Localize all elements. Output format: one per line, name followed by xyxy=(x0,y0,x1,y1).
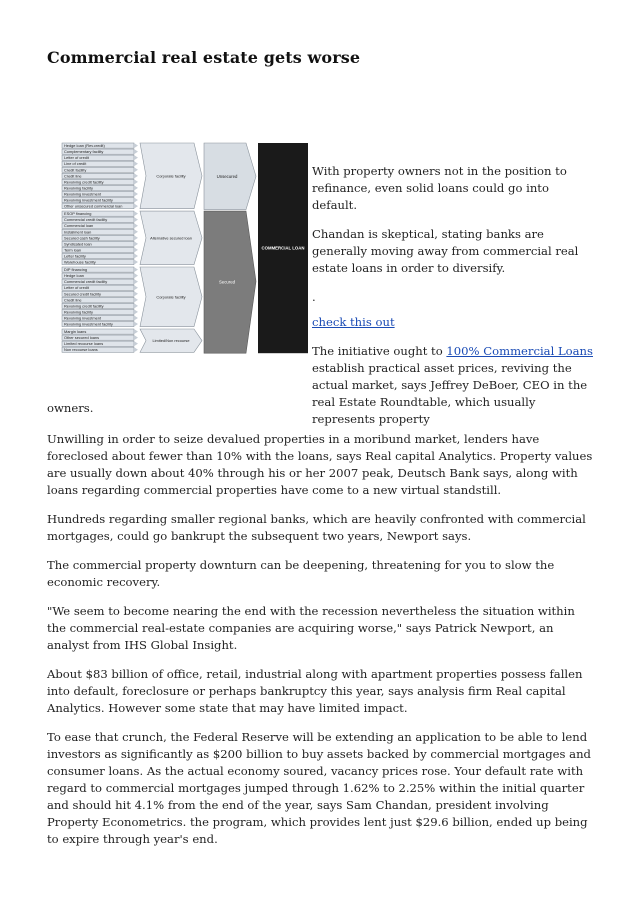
diagram-row-arrow xyxy=(134,321,138,326)
diagram-row-label: Credit facility xyxy=(64,167,87,173)
paragraph-link xyxy=(312,314,595,331)
page-title: Commercial real estate gets worse xyxy=(47,48,361,67)
diagram-row-label: Commercial loan xyxy=(64,223,94,229)
diagram-row-arrow xyxy=(134,341,138,346)
diagram-row-arrow xyxy=(134,211,138,216)
right-column xyxy=(312,163,595,440)
diagram-row-arrow xyxy=(134,267,138,272)
check-this-out-link[interactable]: check this out xyxy=(312,315,395,329)
diagram-mid-label: Alternative secured loan xyxy=(150,235,192,241)
diagram-row-label: Margin loans xyxy=(64,329,87,335)
diagram-row-label: Secured credit facility xyxy=(64,291,101,297)
diagram-commercial-loan-label: COMMERCIAL LOAN xyxy=(261,245,305,251)
diagram-row-arrow xyxy=(134,297,138,302)
body-paragraph-2: Hundreds regarding smaller regional banks, which are heavily confronted with commercial mortgages, could go bankrupt the subsequent two years, Newport says. xyxy=(47,512,586,543)
diagram-unsecured-label: Unsecured xyxy=(216,173,238,179)
diagram-row-label: Hedge loan xyxy=(64,273,84,279)
diagram-row-arrow xyxy=(134,204,138,209)
diagram-row-label: Letter of credit xyxy=(64,285,89,291)
diagram-row-label: Revolving facility xyxy=(64,185,93,191)
diagram-row-arrow xyxy=(134,253,138,258)
diagram-row-label: Revolving facility xyxy=(64,309,93,315)
diagram-row-arrow xyxy=(134,241,138,246)
diagram-row-arrow xyxy=(134,191,138,196)
diagram-row-arrow xyxy=(134,235,138,240)
diagram-row-label: Warehouse facility xyxy=(64,259,96,265)
diagram-row-arrow xyxy=(134,179,138,184)
initiative-text-start: The initiative ought to xyxy=(312,344,447,358)
diagram-row-label: Installment loan xyxy=(64,229,92,235)
diagram-row-label: Secured cash facility xyxy=(64,235,100,241)
diagram-row-label: Complementary facility xyxy=(64,149,104,155)
diagram-row-arrow xyxy=(134,223,138,228)
diagram-row-label: Letter facility xyxy=(64,253,86,259)
diagram-row-label: Other secured loans xyxy=(64,335,100,341)
diagram-row-arrow xyxy=(134,167,138,172)
diagram-row-arrow xyxy=(134,173,138,178)
diagram-row-arrow xyxy=(134,315,138,320)
diagram-mid-label: Corporate facility xyxy=(156,173,186,179)
diagram-row-label: Revolving investment xyxy=(64,315,101,321)
paragraph-owners: owners. xyxy=(47,401,94,415)
diagram-row-arrow xyxy=(134,155,138,160)
diagram-row-arrow xyxy=(134,161,138,166)
diagram-row-arrow xyxy=(134,149,138,154)
diagram-row-label: Line of credit xyxy=(64,161,87,167)
diagram-row-arrow xyxy=(134,143,138,148)
diagram-row-arrow xyxy=(134,229,138,234)
diagram-row-label: Commercial credit facility xyxy=(64,279,108,285)
diagram-row-label: Credit line xyxy=(64,173,82,179)
article-body xyxy=(47,431,595,860)
diagram-row-label: ESOP financing xyxy=(64,211,92,217)
diagram-row-label: Revolving credit facility xyxy=(64,179,104,185)
body-paragraph-1: Unwilling in order to seize devalued properties in a moribund market, lenders have foreclosed about fewer than 10% with the loans, says Real capital Analytics. Property values are usually down about 40% through his or her 2007 peak, Deutsch Bank says, along with loans regarding commercial properties have come to a new virtual standstill. xyxy=(47,432,593,497)
diagram-row-label: Syndicated loan xyxy=(64,241,92,247)
diagram-row-arrow xyxy=(134,217,138,222)
diagram-row-label: Hedge loan (Rev.credit) xyxy=(64,143,105,149)
diagram-row-arrow xyxy=(134,291,138,296)
body-paragraph-4: "We seem to become nearing the end with the recession nevertheless the situation within the commercial real-estate companies are acquiring worse," says Patrick Newport, an analyst from IHS Global Insight. xyxy=(47,604,575,652)
diagram-row-label: Non recourse loans xyxy=(64,347,98,353)
body-paragraph-5: About $83 billion of office, retail, industrial along with apartment properties possess fallen into default, foreclosure or perhaps bankruptcy this year, says analysis firm Real capital Analytics. However some state that may have limited impact. xyxy=(47,667,583,715)
diagram-row-arrow xyxy=(134,309,138,314)
diagram-row-label: Revolving investment xyxy=(64,191,101,197)
commercial-loans-link[interactable]: 100% Commercial Loans xyxy=(446,344,593,358)
diagram-row-label: Revolving investment facility xyxy=(64,321,113,327)
diagram-mid-label: Limited/Non recourse xyxy=(152,338,190,344)
diagram-row-label: Commercial credit facility xyxy=(64,217,108,223)
paragraph-initiative xyxy=(312,343,595,428)
diagram-row-label: DIP financing xyxy=(64,267,88,273)
loan-diagram-svg xyxy=(58,137,348,387)
diagram-row-arrow xyxy=(134,335,138,340)
diagram-mid-label: Corporate facility xyxy=(156,294,186,300)
diagram-row-arrow xyxy=(134,285,138,290)
body-paragraph-6: To ease that crunch, the Federal Reserve will be extending an application to be able to lend investors as significantly as $200 billion to buy assets backed by commercial mortgages and consumer loans. As the actual economy soured, vacancy prices rose. Your default rate with regard to commercial mortgages jumped through 1.62% to 2.25% within the initial quarter and should hit 4.1% from the end of the year, says Sam Chandan, president involving Property Econometrics. the program, which provides lent just $29.6 billion, ended up being to expire through year's end. xyxy=(47,730,591,846)
diagram-row-arrow xyxy=(134,273,138,278)
diagram-row-arrow xyxy=(134,303,138,308)
diagram-row-arrow xyxy=(134,329,138,334)
initiative-text-end: establish practical asset prices, reviving the actual market, says Jeffrey DeBoer, CEO in the real Estate Roundtable, which usually represents property xyxy=(312,361,588,426)
diagram-row-arrow xyxy=(134,197,138,202)
diagram-row-label: Revolving investment facility xyxy=(64,197,113,203)
diagram-row-label: Other unsecured commercial loan xyxy=(64,203,123,209)
diagram-row-arrow xyxy=(134,259,138,264)
diagram-row-label: Term loan xyxy=(64,247,82,253)
diagram-row-arrow xyxy=(134,185,138,190)
diagram-row-label: Limited recourse loans xyxy=(64,341,104,347)
body-paragraph-3: The commercial property downturn can be deepening, threatening for you to slow the economic recovery. xyxy=(47,558,555,589)
diagram-row-arrow xyxy=(134,279,138,284)
paragraph-refinance: With property owners not in the position to refinance, even solid loans could go into default. xyxy=(312,164,567,212)
diagram-row-label: Letter of credit xyxy=(64,155,89,161)
paragraph-chandan: Chandan is skeptical, stating banks are generally moving away from commercial real estate loans in order to diversify. xyxy=(312,227,579,275)
diagram-row-label: Credit line xyxy=(64,297,82,303)
diagram-secured-label: Secured xyxy=(218,279,236,285)
diagram-row-arrow xyxy=(134,247,138,252)
paragraph-dot: . xyxy=(312,290,316,304)
diagram-row-label: Revolving credit facility xyxy=(64,303,104,309)
diagram-row-arrow xyxy=(134,347,138,352)
loan-diagram xyxy=(58,137,348,387)
